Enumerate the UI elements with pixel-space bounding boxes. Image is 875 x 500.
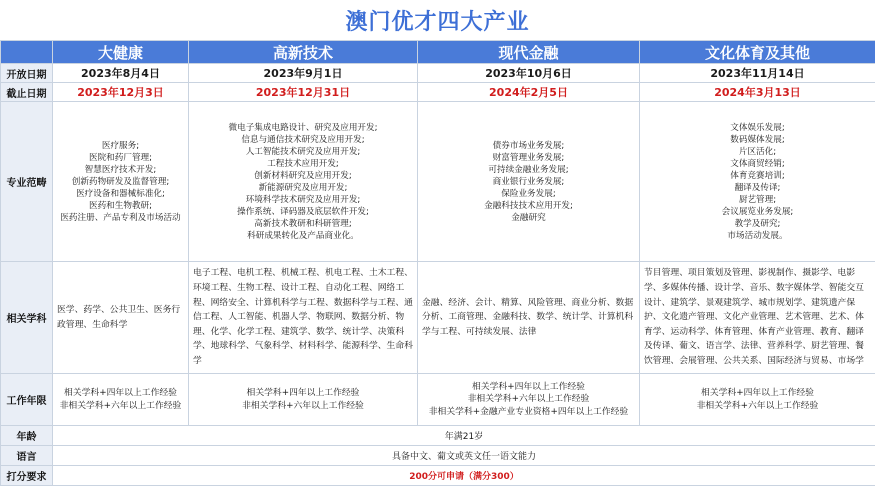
open-date-row xyxy=(1,64,875,83)
row-label-deadline: 截止日期 xyxy=(1,83,53,102)
work-years-item: 相关学科+四年以上工作经验 xyxy=(701,388,814,398)
scope-item: 厨艺管理; xyxy=(738,194,777,205)
scope-item: 操作系统、译码器及底层软件开发; xyxy=(237,206,369,217)
scope-culture xyxy=(640,102,875,262)
language-row xyxy=(1,446,875,466)
language-value: 具备中文、葡文或英文任一语文能力 xyxy=(53,446,875,466)
scope-item: 医院和药厂管理; xyxy=(88,152,153,163)
work-years-tech xyxy=(189,374,418,426)
age-row xyxy=(1,426,875,446)
scope-item: 医疗设备和器械标准化; xyxy=(76,188,165,199)
row-label-work-years: 工作年限 xyxy=(1,374,53,426)
row-label-age: 年龄 xyxy=(1,426,53,446)
scope-item: 环境科学技术研究及应用开发; xyxy=(245,194,361,205)
scope-item: 片区活化; xyxy=(738,146,777,157)
scope-item: 可持续金融业务发展; xyxy=(488,164,569,175)
work-years-item: 非相关学科+六年以上工作经验 xyxy=(467,394,590,405)
scope-item: 债券市场业务发展; xyxy=(492,140,565,151)
work-years-health xyxy=(53,374,189,426)
scope-item: 医疗服务; xyxy=(101,140,140,151)
scope-item: 金融研究 xyxy=(511,212,546,223)
header-corner xyxy=(1,41,53,64)
deadline-finance: 2024年2月5日 xyxy=(418,83,640,102)
age-value: 年满21岁 xyxy=(53,426,875,446)
disciplines-finance: 金融、经济、会计、精算、风险管理、商业分析、数据分析、工商管理、金融科技、数学、统计学、计算机科学与工程、可持续发展、法律 xyxy=(418,262,640,374)
deadline-health: 2023年12月3日 xyxy=(53,83,189,102)
open-date-health: 2023年8月4日 xyxy=(53,64,189,83)
scope-item: 数码媒体发展; xyxy=(730,134,785,145)
work-years-item: 相关学科+四年以上工作经验 xyxy=(246,388,360,398)
scope-item: 创新药物研发及监督管理; xyxy=(71,176,170,187)
scope-item: 高新技术教研和科研管理; xyxy=(254,218,352,229)
disciplines-health: 医学、药学、公共卫生、医务行政管理、生命科学 xyxy=(53,262,189,374)
work-years-culture xyxy=(640,374,875,426)
row-label-score: 打分要求 xyxy=(1,466,53,486)
row-label-open-date: 开放日期 xyxy=(1,64,53,83)
open-date-tech: 2023年9月1日 xyxy=(189,64,418,83)
scope-item: 文体商贸经销; xyxy=(730,158,785,169)
scope-item: 医药注册、产品专利及市场活动 xyxy=(60,212,181,223)
scope-item: 会议展览业务发展; xyxy=(721,206,794,217)
scope-item: 人工智能技术研究及应用开发; xyxy=(245,146,361,157)
header-col-health: 大健康 xyxy=(53,41,189,64)
scope-tech xyxy=(189,102,418,262)
scope-item: 创新材料研究及应用开发; xyxy=(254,170,352,181)
disciplines-tech: 电子工程、电机工程、机械工程、机电工程、土木工程、环境工程、生物工程、设计工程、自动化工程、网络工程、网络安全、计算机科学与工程、数据科学与工程、通信工程、人工智能、机器人学、物联网、数据分析、物理、化学、化学工程、建筑学、数学、统计学、决策科学、地球科学、气象科学、材料科学、能源科学、生命科学 xyxy=(189,262,418,374)
scope-item: 翻译及传译; xyxy=(734,182,781,193)
scope-item: 医药和生物教研; xyxy=(88,200,153,211)
scope-item: 市场活动发展。 xyxy=(727,230,788,241)
header-col-tech: 高新技术 xyxy=(189,41,418,64)
work-years-item: 相关学科+四年以上工作经验 xyxy=(472,381,585,392)
scope-item: 科研成果转化及产品商业化。 xyxy=(247,230,359,241)
scope-item: 微电子集成电路设计、研究及应用开发; xyxy=(228,122,378,133)
work-years-item: 非相关学科+六年以上工作经验 xyxy=(59,400,182,411)
scope-item: 体育竞赛培训; xyxy=(730,170,785,181)
disciplines-row xyxy=(1,262,875,374)
deadline-row xyxy=(1,83,875,102)
work-years-finance xyxy=(418,374,640,426)
scope-finance xyxy=(418,102,640,262)
work-years-item: 相关学科+四年以上工作经验 xyxy=(64,388,177,398)
deadline-culture: 2024年3月13日 xyxy=(640,83,875,102)
industry-table xyxy=(0,40,875,486)
work-years-item: 非相关学科+六年以上工作经验 xyxy=(242,400,364,411)
scope-item: 信息与通信技术研究及应用开发; xyxy=(241,134,365,145)
scope-health xyxy=(53,102,189,262)
scope-item: 文体娱乐发展; xyxy=(730,122,785,133)
header-col-finance: 现代金融 xyxy=(418,41,640,64)
deadline-tech: 2023年12月31日 xyxy=(189,83,418,102)
score-value: 200分可申请（满分300） xyxy=(53,466,875,486)
scope-item: 金融科技技术应用开发; xyxy=(484,200,573,211)
work-years-item: 非相关学科+金融产业专业资格+四年以上工作经验 xyxy=(428,406,629,417)
header-row xyxy=(1,41,875,64)
scope-item: 教学及研究; xyxy=(734,218,781,229)
open-date-culture: 2023年11月14日 xyxy=(640,64,875,83)
page-title: 澳门优才四大产业 xyxy=(345,9,530,35)
row-label-disciplines: 相关学科 xyxy=(1,262,53,374)
scope-item: 商业银行业务发展; xyxy=(492,176,565,187)
scope-item: 工程技术应用开发; xyxy=(267,158,339,169)
scope-item: 保险业务发展; xyxy=(501,188,556,199)
scope-item: 新能源研究及应用开发; xyxy=(258,182,348,193)
row-label-language: 语言 xyxy=(1,446,53,466)
work-years-row xyxy=(1,374,875,426)
open-date-finance: 2023年10月6日 xyxy=(418,64,640,83)
header-col-culture: 文化体育及其他 xyxy=(640,41,875,64)
scope-item: 智慧医疗技术开发; xyxy=(84,164,157,175)
score-row xyxy=(1,466,875,486)
disciplines-culture: 节目管理、项目策划及管理、影视制作、摄影学、电影学、多媒体传播、设计学、音乐、数字媒体学、智能交互设计、建筑学、景观建筑学、城市规划学、建筑遗产保护、文化遗产管理、文化产业管理、艺术管理、艺术、体育学、运动科学、体育管理、体育产业管理、教育、翻译及传译、葡文、语言学、法律、营养科学、厨艺管理、餐饮管理、会展管理、公共关系、国际经济与贸易、市场学 xyxy=(640,262,875,374)
row-label-scope: 专业范畴 xyxy=(1,102,53,262)
work-years-item: 非相关学科+六年以上工作经验 xyxy=(696,400,819,411)
scope-row xyxy=(1,102,875,262)
scope-item: 财富管理业务发展; xyxy=(492,152,565,163)
